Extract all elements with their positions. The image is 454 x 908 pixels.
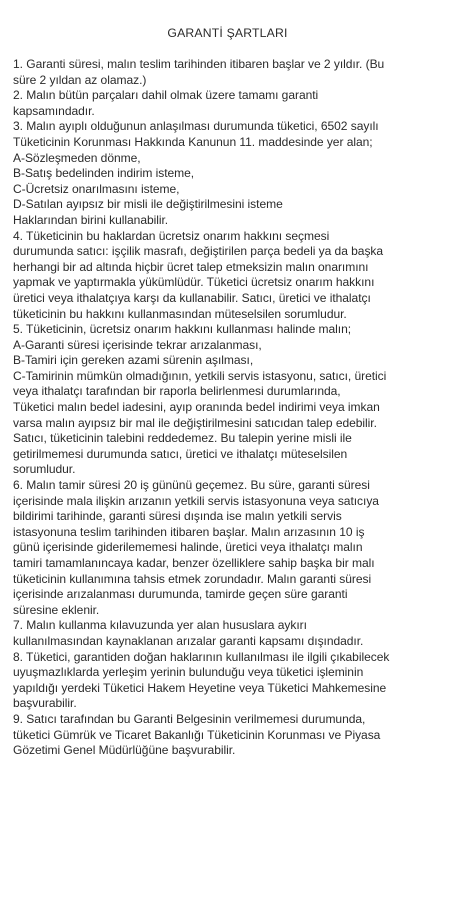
- text-line: A-Garanti süresi içerisinde tekrar arızalanması,: [13, 337, 262, 352]
- page-title: GARANTİ ŞARTLARI: [167, 26, 288, 40]
- text-line: süresine eklenir.: [13, 602, 100, 617]
- text-line: Tüketicinin Korunması Hakkında Kanunun 11. maddesinde yer alan;: [13, 134, 373, 149]
- text-line: durumunda satıcı: işçilik masrafı, değiştirilen parça bedeli ya da başka: [13, 244, 384, 259]
- text-line: tamiri tamamlanıncaya kadar, benzer özelliklere sahip başka bir malı: [13, 556, 375, 570]
- text-line: bildirimi tarihinde, garanti süresi dışında ise malın yetkili servis: [13, 509, 342, 524]
- text-line: 6. Malın tamir süresi 20 iş gününü geçemez. Bu süre, garanti süresi: [13, 478, 370, 493]
- text-line: Haklarından birini kullanabilir.: [13, 212, 169, 227]
- text-line: tüketicinin bu hakkını kullanmasından müteselsilen sorumludur.: [13, 306, 347, 321]
- text-line: varsa malın ayıpsız bir mal ile değiştirilmesini satıcıdan talep edebilir.: [13, 415, 377, 430]
- text-line: herhangi bir ad altında hiçbir ücret talep etmeksizin malın onarımını: [13, 259, 369, 274]
- terms-body: [13, 57, 442, 759]
- text-line: A-Sözleşmeden dönme,: [13, 150, 141, 165]
- text-line: başvurabilir.: [13, 696, 77, 711]
- text-line: 3. Malın ayıplı olduğunun anlaşılması durumunda tüketici, 6502 sayılı: [13, 119, 379, 134]
- text-line: süre 2 yıldan az olamaz.): [13, 72, 147, 87]
- text-line: içerisinde mala ilişkin arızanın yetkili servis istasyonuna veya satıcıya: [13, 493, 379, 508]
- text-line: yapıldığı yerdeki Tüketici Hakem Heyetine veya Tüketici Mahkemesine: [13, 680, 387, 695]
- text-line: Gözetimi Genel Müdürlüğüne başvurabilir.: [13, 743, 236, 758]
- text-line: içerisinde arızalanması durumunda, tamirde geçen süre garanti: [13, 587, 348, 602]
- text-line: tüketicinin kullanımına tahsis etmek zorundadır. Malın garanti süresi: [13, 571, 372, 586]
- text-line: üretici veya ithalatçıya karşı da kullanabilir. Satıcı, üretici ve ithalatçı: [13, 290, 371, 305]
- text-line: istasyonuna teslim tarihinden itibaren başlar. Malın arızasının 10 iş: [13, 524, 365, 539]
- text-line: 1. Garanti süresi, malın teslim tarihinden itibaren başlar ve 2 yıldır. (Bu: [13, 57, 385, 71]
- text-line: getirilmemesi durumunda satıcı, üretici ve ithalatçı müteselsilen: [13, 446, 348, 461]
- text-line: veya ithalatçı tarafından bir raporla belirlenmesi durumlarında,: [13, 384, 341, 399]
- text-line: D-Satılan ayıpsız bir misli ile değiştirilmesini isteme: [13, 197, 283, 212]
- text-line: 5. Tüketicinin, ücretsiz onarım hakkını kullanması halinde malın;: [13, 322, 352, 337]
- text-line: tüketici Gümrük ve Ticaret Bakanlığı Tüketicinin Korunması ve Piyasa: [13, 727, 381, 742]
- text-line: günü içerisinde giderilememesi halinde, üretici veya ithalatçı malın: [13, 540, 363, 555]
- text-line: 4. Tüketicinin bu haklardan ücretsiz onarım hakkını seçmesi: [13, 228, 330, 243]
- text-line: 8. Tüketici, garantiden doğan haklarının kullanılması ile ilgili çıkabilecek: [13, 649, 390, 664]
- text-line: uyuşmazlıklarda yerleşim yerinin bulunduğu veya tüketici işleminin: [13, 665, 364, 680]
- text-line: kullanılmasından kaynaklanan arızalar garanti kapsamı dışındadır.: [13, 633, 364, 648]
- text-line: 9. Satıcı tarafından bu Garanti Belgesinin verilmemesi durumunda,: [13, 711, 366, 726]
- text-line: yapmak ve yaptırmakla yükümlüdür. Tüketici ücretsiz onarım hakkını: [13, 275, 375, 290]
- text-line: Tüketici malın bedel iadesini, ayıp oranında bedel indirimi veya imkan: [13, 400, 380, 415]
- text-line: 2. Malın bütün parçaları dahil olmak üzere tamamı garanti: [13, 88, 319, 103]
- text-line: B-Satış bedelinden indirim isteme,: [13, 166, 195, 181]
- text-line: C-Tamirinin mümkün olmadığının, yetkili servis istasyonu, satıcı, üretici: [13, 368, 387, 383]
- text-line: kapsamındadır.: [13, 103, 95, 118]
- text-line: C-Ücretsiz onarılmasını isteme,: [13, 181, 180, 196]
- text-line: sorumludur.: [13, 462, 76, 477]
- text-line: 7. Malın kullanma kılavuzunda yer alan hususlara aykırı: [13, 618, 307, 633]
- text-line: B-Tamiri için gereken azami sürenin aşılması,: [13, 353, 254, 368]
- text-line: Satıcı, tüketicinin talebini reddedemez. Bu talepin yerine misli ile: [13, 431, 352, 446]
